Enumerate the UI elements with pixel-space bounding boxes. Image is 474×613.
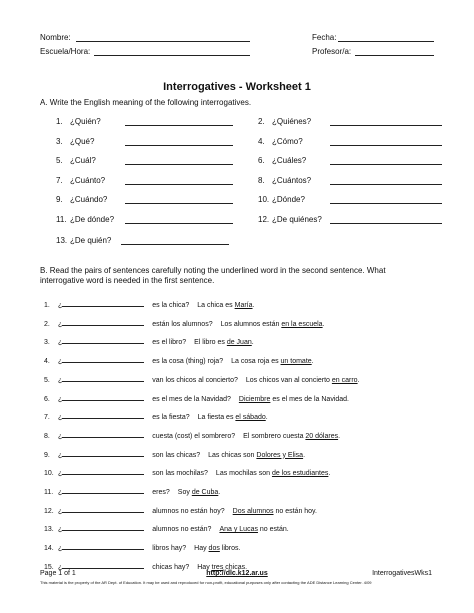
inverted-question-mark: ¿ <box>58 563 63 571</box>
inverted-question-mark: ¿ <box>58 489 63 496</box>
answer-text-end: no están. <box>257 526 289 534</box>
answer-blank[interactable] <box>62 317 144 326</box>
row-number: 10. <box>44 470 54 478</box>
answer-line[interactable] <box>330 184 442 185</box>
answer-text-end: libros. <box>219 545 241 553</box>
section-a-instruction: A. Write the English meaning of the following interrogatives. <box>40 98 252 107</box>
answer-blank[interactable] <box>62 298 144 307</box>
answer-text-end: . <box>322 320 325 328</box>
item-word: ¿Quiénes? <box>272 117 312 126</box>
item-word: ¿Cuántos? <box>272 175 312 185</box>
question-text: cuesta (cost) el sombrero? <box>152 432 236 440</box>
footer-url-link[interactable]: http://dlc.k12.ar.us <box>206 570 268 577</box>
answer-text: Los chicos van al concierto <box>245 376 332 384</box>
footer-note: This material is the property of the AR Dept. of Education. It may be used and reproduced for non-profit, educational purposes only after contacting the ADE Distance Learning Center. 4/09 <box>40 580 372 585</box>
answer-text-end: . <box>265 414 268 422</box>
item-number: 6. <box>258 156 265 165</box>
question-text: eres? <box>152 489 170 496</box>
section-b-instruction-line2: interrogative word is needed in the first sentence. <box>40 276 215 285</box>
worksheet-code: InterrogativesWks1 <box>372 570 432 577</box>
item-number: 9. <box>56 195 63 204</box>
underlined-word: Diciembre <box>238 395 271 403</box>
underlined-word: el sábado <box>235 414 266 422</box>
answer-blank[interactable] <box>62 354 144 363</box>
inverted-question-mark: ¿ <box>58 395 63 403</box>
answer-text-end: no están hoy. <box>273 507 317 515</box>
answer-blank[interactable] <box>62 485 144 494</box>
nombre-field[interactable] <box>76 41 250 42</box>
item-number: 4. <box>258 136 265 146</box>
item-number: 13. <box>56 236 68 245</box>
question-text: son las mochilas? <box>152 470 208 478</box>
underlined-word: de Cuba <box>191 489 219 496</box>
answer-text-end: . <box>311 358 314 366</box>
answer-line[interactable] <box>121 244 229 245</box>
inverted-question-mark: ¿ <box>58 470 63 478</box>
item-number: 1. <box>56 117 63 126</box>
section-b-instruction-line1: B. Read the pairs of sentences carefully noting the underlined word in the second sentence. What <box>40 266 386 275</box>
item-number: 3. <box>56 136 63 146</box>
answer-text-end: . <box>338 432 341 440</box>
sentence-row <box>44 354 314 366</box>
question-text: es la cosa (thing) roja? <box>152 358 224 366</box>
item-word: ¿Cuáles? <box>272 156 307 165</box>
row-number: 2. <box>44 320 50 328</box>
inverted-question-mark: ¿ <box>58 339 63 347</box>
sentence-row <box>44 392 349 404</box>
row-number: 15. <box>44 563 54 571</box>
answer-text-end: . <box>252 302 255 309</box>
answer-blank[interactable] <box>62 448 144 457</box>
answer-text: El libro es <box>194 339 227 347</box>
answer-blank[interactable] <box>62 522 144 531</box>
inverted-question-mark: ¿ <box>58 432 63 440</box>
item-number: 5. <box>56 156 63 165</box>
question-text: alumnos no están hoy? <box>152 507 225 515</box>
sentence-row <box>44 373 360 385</box>
sentence-row <box>44 448 305 460</box>
answer-blank[interactable] <box>62 466 144 475</box>
item-number: 2. <box>258 117 265 126</box>
profesor-field[interactable] <box>355 55 434 56</box>
answer-text-end: . <box>251 339 254 347</box>
profesor-label: Profesor/a: <box>312 47 352 56</box>
row-number: 7. <box>44 414 50 422</box>
item-number: 7. <box>56 175 63 185</box>
answer-text: La fiesta es <box>197 414 236 422</box>
answer-text-end: chicas. <box>223 563 248 571</box>
inverted-question-mark: ¿ <box>58 545 63 553</box>
underlined-word: dos <box>208 545 220 553</box>
escuela-label: Escuela/Hora: <box>40 47 91 56</box>
answer-blank[interactable] <box>62 541 144 550</box>
row-number: 14. <box>44 545 54 553</box>
answer-line[interactable] <box>125 223 233 224</box>
item-number: 10. <box>258 195 270 204</box>
underlined-word: Dos alumnos <box>232 507 274 515</box>
answer-text: La cosa roja es <box>231 358 281 366</box>
underlined-word: 20 dólares <box>305 432 339 440</box>
inverted-question-mark: ¿ <box>58 376 63 384</box>
question-text: es el mes de la Navidad? <box>152 395 231 403</box>
inverted-question-mark: ¿ <box>58 414 63 422</box>
row-number: 11. <box>44 489 54 496</box>
item-number: 8. <box>258 175 265 185</box>
answer-line[interactable] <box>125 164 233 165</box>
sentence-row <box>44 522 289 534</box>
sentence-row <box>44 429 340 441</box>
inverted-question-mark: ¿ <box>58 320 63 328</box>
inverted-question-mark: ¿ <box>58 358 63 366</box>
answer-line[interactable] <box>125 184 233 185</box>
underlined-word: de Juan <box>226 339 252 347</box>
underlined-word: tres <box>211 563 224 571</box>
item-word: ¿Cómo? <box>272 136 303 146</box>
sentence-row <box>44 541 240 553</box>
sentence-row <box>44 485 220 497</box>
item-word: ¿De dónde? <box>70 214 115 224</box>
inverted-question-mark: ¿ <box>58 302 63 309</box>
question-text: es la fiesta? <box>152 414 190 422</box>
answer-text: Los alumnos están <box>220 320 282 328</box>
question-text: son las chicas? <box>152 451 201 459</box>
fecha-field[interactable] <box>338 41 434 42</box>
underlined-word: en la escuela <box>281 320 323 328</box>
sentence-row <box>44 504 317 516</box>
answer-text: Las chicas son <box>208 451 257 459</box>
row-number: 9. <box>44 451 50 459</box>
answer-blank[interactable] <box>62 504 144 513</box>
page-title: Interrogatives - Worksheet 1 <box>163 81 311 93</box>
sentence-row <box>44 317 325 329</box>
item-number: 11. <box>56 214 67 224</box>
answer-blank[interactable] <box>62 373 144 382</box>
question-text: están los alumnos? <box>152 320 213 328</box>
answer-blank[interactable] <box>62 392 144 401</box>
question-text: alumnos no están? <box>152 526 212 534</box>
underlined-word: un tomate <box>280 358 312 366</box>
underlined-word: María <box>234 302 253 309</box>
answer-blank[interactable] <box>62 335 144 344</box>
sentence-row <box>44 335 254 347</box>
sentence-row <box>44 466 330 478</box>
row-number: 8. <box>44 432 50 440</box>
question-text: van los chicos al concierto? <box>152 376 238 384</box>
answer-text-end: . <box>303 451 306 459</box>
answer-line[interactable] <box>125 125 233 126</box>
answer-line[interactable] <box>125 145 233 146</box>
item-word: ¿Dónde? <box>272 195 305 204</box>
answer-text: Soy <box>177 489 192 496</box>
item-word: ¿De quién? <box>70 236 112 245</box>
nombre-label: Nombre: <box>40 33 71 42</box>
row-number: 13. <box>44 526 54 534</box>
answer-line[interactable] <box>330 223 442 224</box>
fecha-label: Fecha: <box>312 33 337 42</box>
row-number: 6. <box>44 395 50 403</box>
sentence-row <box>44 410 268 422</box>
underlined-word: en carro <box>331 376 358 384</box>
item-word: ¿Cuál? <box>70 156 96 165</box>
inverted-question-mark: ¿ <box>58 451 63 459</box>
answer-line[interactable] <box>330 125 442 126</box>
question-text: es la chica? <box>152 302 190 309</box>
inverted-question-mark: ¿ <box>58 526 63 534</box>
escuela-field[interactable] <box>94 55 250 56</box>
question-text: libros hay? <box>152 545 187 553</box>
answer-blank[interactable] <box>62 560 144 569</box>
answer-text-end: . <box>328 470 331 478</box>
question-text: es el libro? <box>152 339 187 347</box>
answer-line[interactable] <box>330 145 442 146</box>
underlined-word: de los estudiantes <box>271 470 329 478</box>
row-number: 1. <box>44 302 50 309</box>
answer-text: La chica es <box>197 302 235 309</box>
item-number: 12. <box>258 214 270 224</box>
page-number: Page 1 of 1 <box>40 570 76 577</box>
answer-text: El sombrero cuesta <box>243 432 306 440</box>
answer-text-end: . <box>218 489 221 496</box>
item-word: ¿Cuánto? <box>70 175 106 185</box>
answer-text-end: . <box>357 376 360 384</box>
item-word: ¿Qué? <box>70 136 95 146</box>
row-number: 5. <box>44 376 50 384</box>
answer-blank[interactable] <box>62 410 144 419</box>
underlined-word: Dolores y Elisa <box>256 451 304 459</box>
item-word: ¿Cuándo? <box>70 195 108 204</box>
item-word: ¿De quiénes? <box>272 214 322 224</box>
row-number: 12. <box>44 507 54 515</box>
inverted-question-mark: ¿ <box>58 507 63 515</box>
question-text: chicas hay? <box>152 563 190 571</box>
answer-line[interactable] <box>125 203 233 204</box>
answer-text: Hay <box>197 563 212 571</box>
underlined-word: Ana y Lucas <box>219 526 258 534</box>
answer-line[interactable] <box>330 203 442 204</box>
row-number: 3. <box>44 339 50 347</box>
answer-text-end: es el mes de la Navidad. <box>270 395 350 403</box>
answer-blank[interactable] <box>62 429 144 438</box>
row-number: 4. <box>44 358 50 366</box>
sentence-row <box>44 298 254 310</box>
answer-text: Hay <box>194 545 209 553</box>
answer-text: Las mochilas son <box>215 470 272 478</box>
item-word: ¿Quién? <box>70 117 101 126</box>
answer-line[interactable] <box>330 164 442 165</box>
